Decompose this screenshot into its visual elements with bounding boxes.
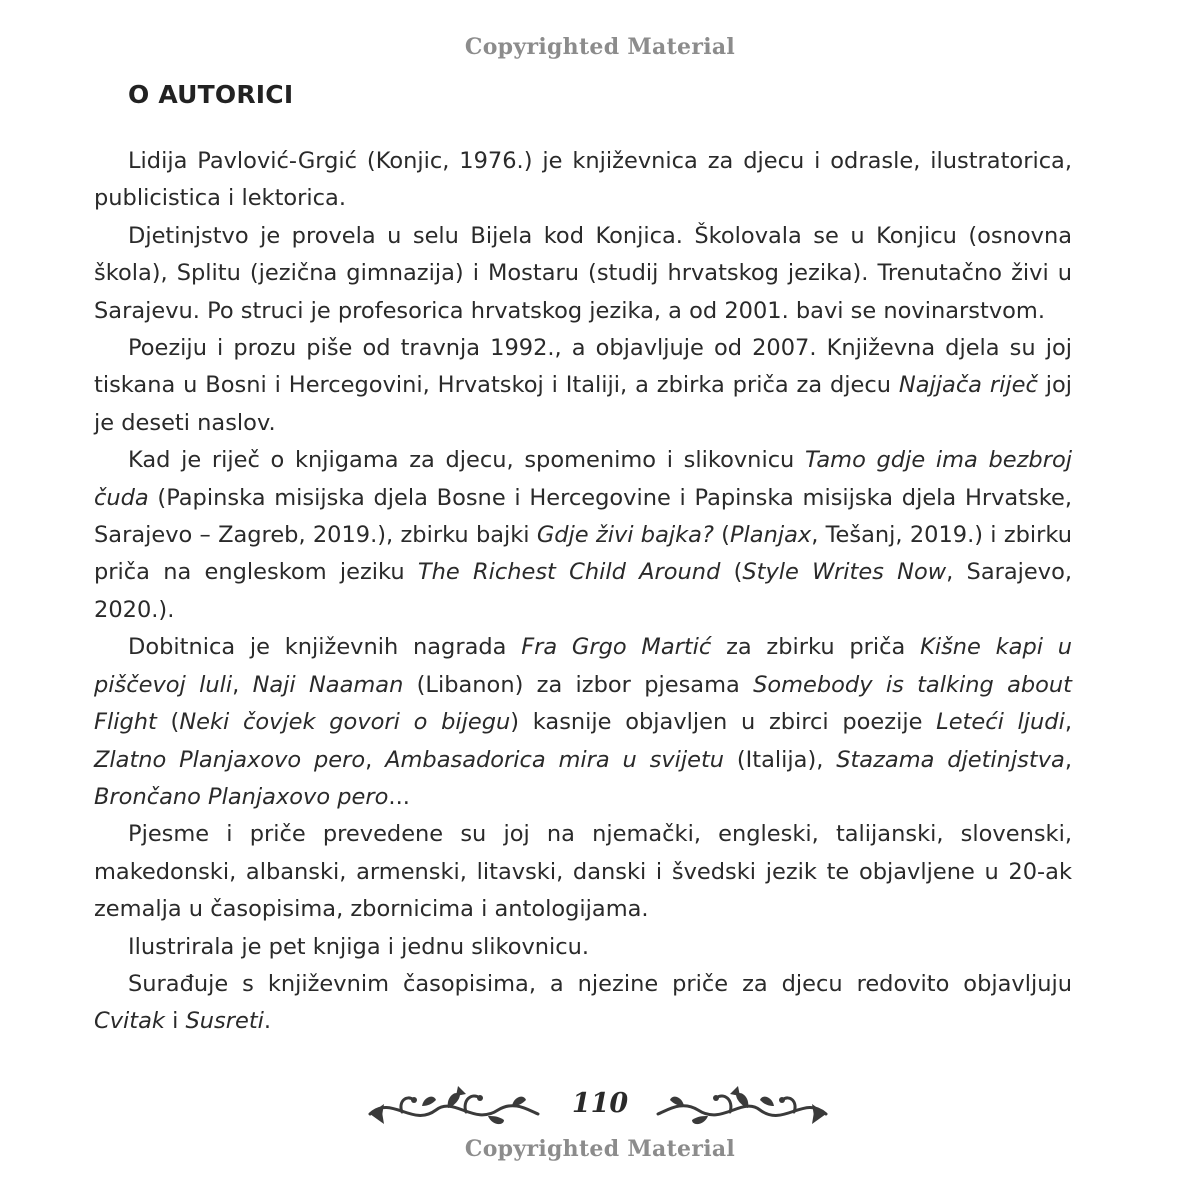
watermark-bottom: Copyrighted Material xyxy=(464,1136,736,1162)
italic-title-span: Najjača riječ xyxy=(898,372,1038,399)
text-span: za zbirku priča xyxy=(711,634,921,661)
italic-title-span: Naji Naaman xyxy=(252,671,404,698)
text-span: i xyxy=(164,1008,186,1035)
text-span: , xyxy=(1064,746,1072,773)
italic-title-span: Gdje živi bajka? xyxy=(536,522,714,549)
text-span: (Papinska misijska djela Bosne i Hercegovine i Papinska misijska djela Hrvatske, Sarajevo – Zagreb, 2019.), zbirku bajki xyxy=(94,484,1072,549)
italic-title-span: Susreti xyxy=(185,1008,264,1035)
body-paragraph xyxy=(94,442,1072,629)
body-paragraph xyxy=(94,143,1072,218)
text-span: . xyxy=(263,1008,272,1035)
text-span: Surađuje s književnim časopisima, a njezine priče za djecu redovito objavljuju xyxy=(128,970,1072,997)
body-paragraph xyxy=(94,629,1072,816)
text-span: Djetinjstvo je provela u selu Bijela kod Konjica. Školovala se u Konjicu (osnovna škola), Splitu (jezična gimnazija) i Mostaru (studij hrvatskog jezika). Trenutačno živi u Sarajevu. Po struci je profesorica hrvatskog jezika, a od 2001. bavi se novinarstvom. xyxy=(94,222,1072,324)
italic-title-span: Leteći ljudi xyxy=(936,709,1065,736)
text-span: ... xyxy=(388,783,410,810)
text-span: ) kasnije objavljen u zbirci poezije xyxy=(510,709,937,736)
floral-ornament-left-icon xyxy=(362,1080,562,1140)
italic-title-span: Style Writes Now xyxy=(742,559,947,586)
italic-title-span: Cvitak xyxy=(94,1008,165,1035)
page-footer xyxy=(0,1078,1200,1138)
text-span: , Sarajevo, 2020.). xyxy=(94,559,1072,623)
body-paragraph xyxy=(94,218,1072,330)
italic-title-span: Planjax xyxy=(729,522,812,549)
body-paragraph xyxy=(94,966,1072,1041)
italic-title-span: Brončano Planjaxovo pero xyxy=(94,783,389,810)
italic-title-span: Neki čovjek govori o bijegu xyxy=(179,709,511,736)
body-paragraph xyxy=(94,330,1072,442)
text-span: Dobitnica je književnih nagrada xyxy=(128,634,522,661)
text-span: joj je deseti naslov. xyxy=(94,372,1073,436)
text-span: , Tešanj, 2019.) i zbirku priča na engleskom jeziku xyxy=(94,522,1073,586)
text-span: ( xyxy=(156,709,180,736)
page-number: 110 xyxy=(571,1088,629,1119)
body-paragraph xyxy=(94,929,1072,966)
text-span: , xyxy=(1064,709,1072,736)
italic-title-span: Kišne kapi u piščevoj luli xyxy=(94,634,1073,698)
text-span: ( xyxy=(720,559,743,586)
italic-title-span: Tamo gdje ima bezbroj čuda xyxy=(94,447,1072,511)
italic-title-span: Somebody is talking about Flight xyxy=(94,671,1072,736)
text-span: Lidija Pavlović-Grgić (Konjic, 1976.) je književnica za djecu i odrasle, ilustratorica, publicistica i lektorica. xyxy=(94,148,1072,212)
watermark-top: Copyrighted Material xyxy=(464,34,736,60)
body-paragraph xyxy=(94,816,1072,928)
text-span: (Libanon) za izbor pjesama xyxy=(403,671,754,698)
text-span: , xyxy=(365,746,386,773)
italic-title-span: Fra Grgo Martić xyxy=(521,634,712,661)
italic-title-span: The Richest Child Around xyxy=(417,559,721,586)
italic-title-span: Zlatno Planjaxovo pero xyxy=(94,746,366,773)
text-span: Kad je riječ o knjigama za djecu, spomenimo i slikovnicu xyxy=(128,447,805,474)
body-text xyxy=(94,143,1072,1041)
italic-title-span: Stazama djetinjstva xyxy=(836,746,1065,773)
text-span: Pjesme i priče prevedene su joj na njemački, engleski, talijanski, slovenski, makedonski, albanski, armenski, litavski, danski i švedski jezik te objavljene u 20-ak zemalja u časopisima, zbornicima i antologijama. xyxy=(94,821,1072,923)
floral-ornament-right-icon xyxy=(634,1080,834,1140)
text-span: ( xyxy=(713,522,730,549)
italic-title-span: Ambasadorica mira u svijetu xyxy=(385,746,725,773)
text-span: Ilustrirala je pet knjiga i jednu slikovnicu. xyxy=(128,933,590,960)
text-span: (Italija), xyxy=(724,746,837,773)
text-span: Poeziju i prozu piše od travnja 1992., a objavljuje od 2007. Književna djela su joj tiskana u Bosni i Hercegovini, Hrvatskoj i Italiji, a zbirka priča za djecu xyxy=(94,335,1072,399)
section-heading: O AUTORICI xyxy=(128,80,294,109)
text-span: , xyxy=(232,671,253,698)
